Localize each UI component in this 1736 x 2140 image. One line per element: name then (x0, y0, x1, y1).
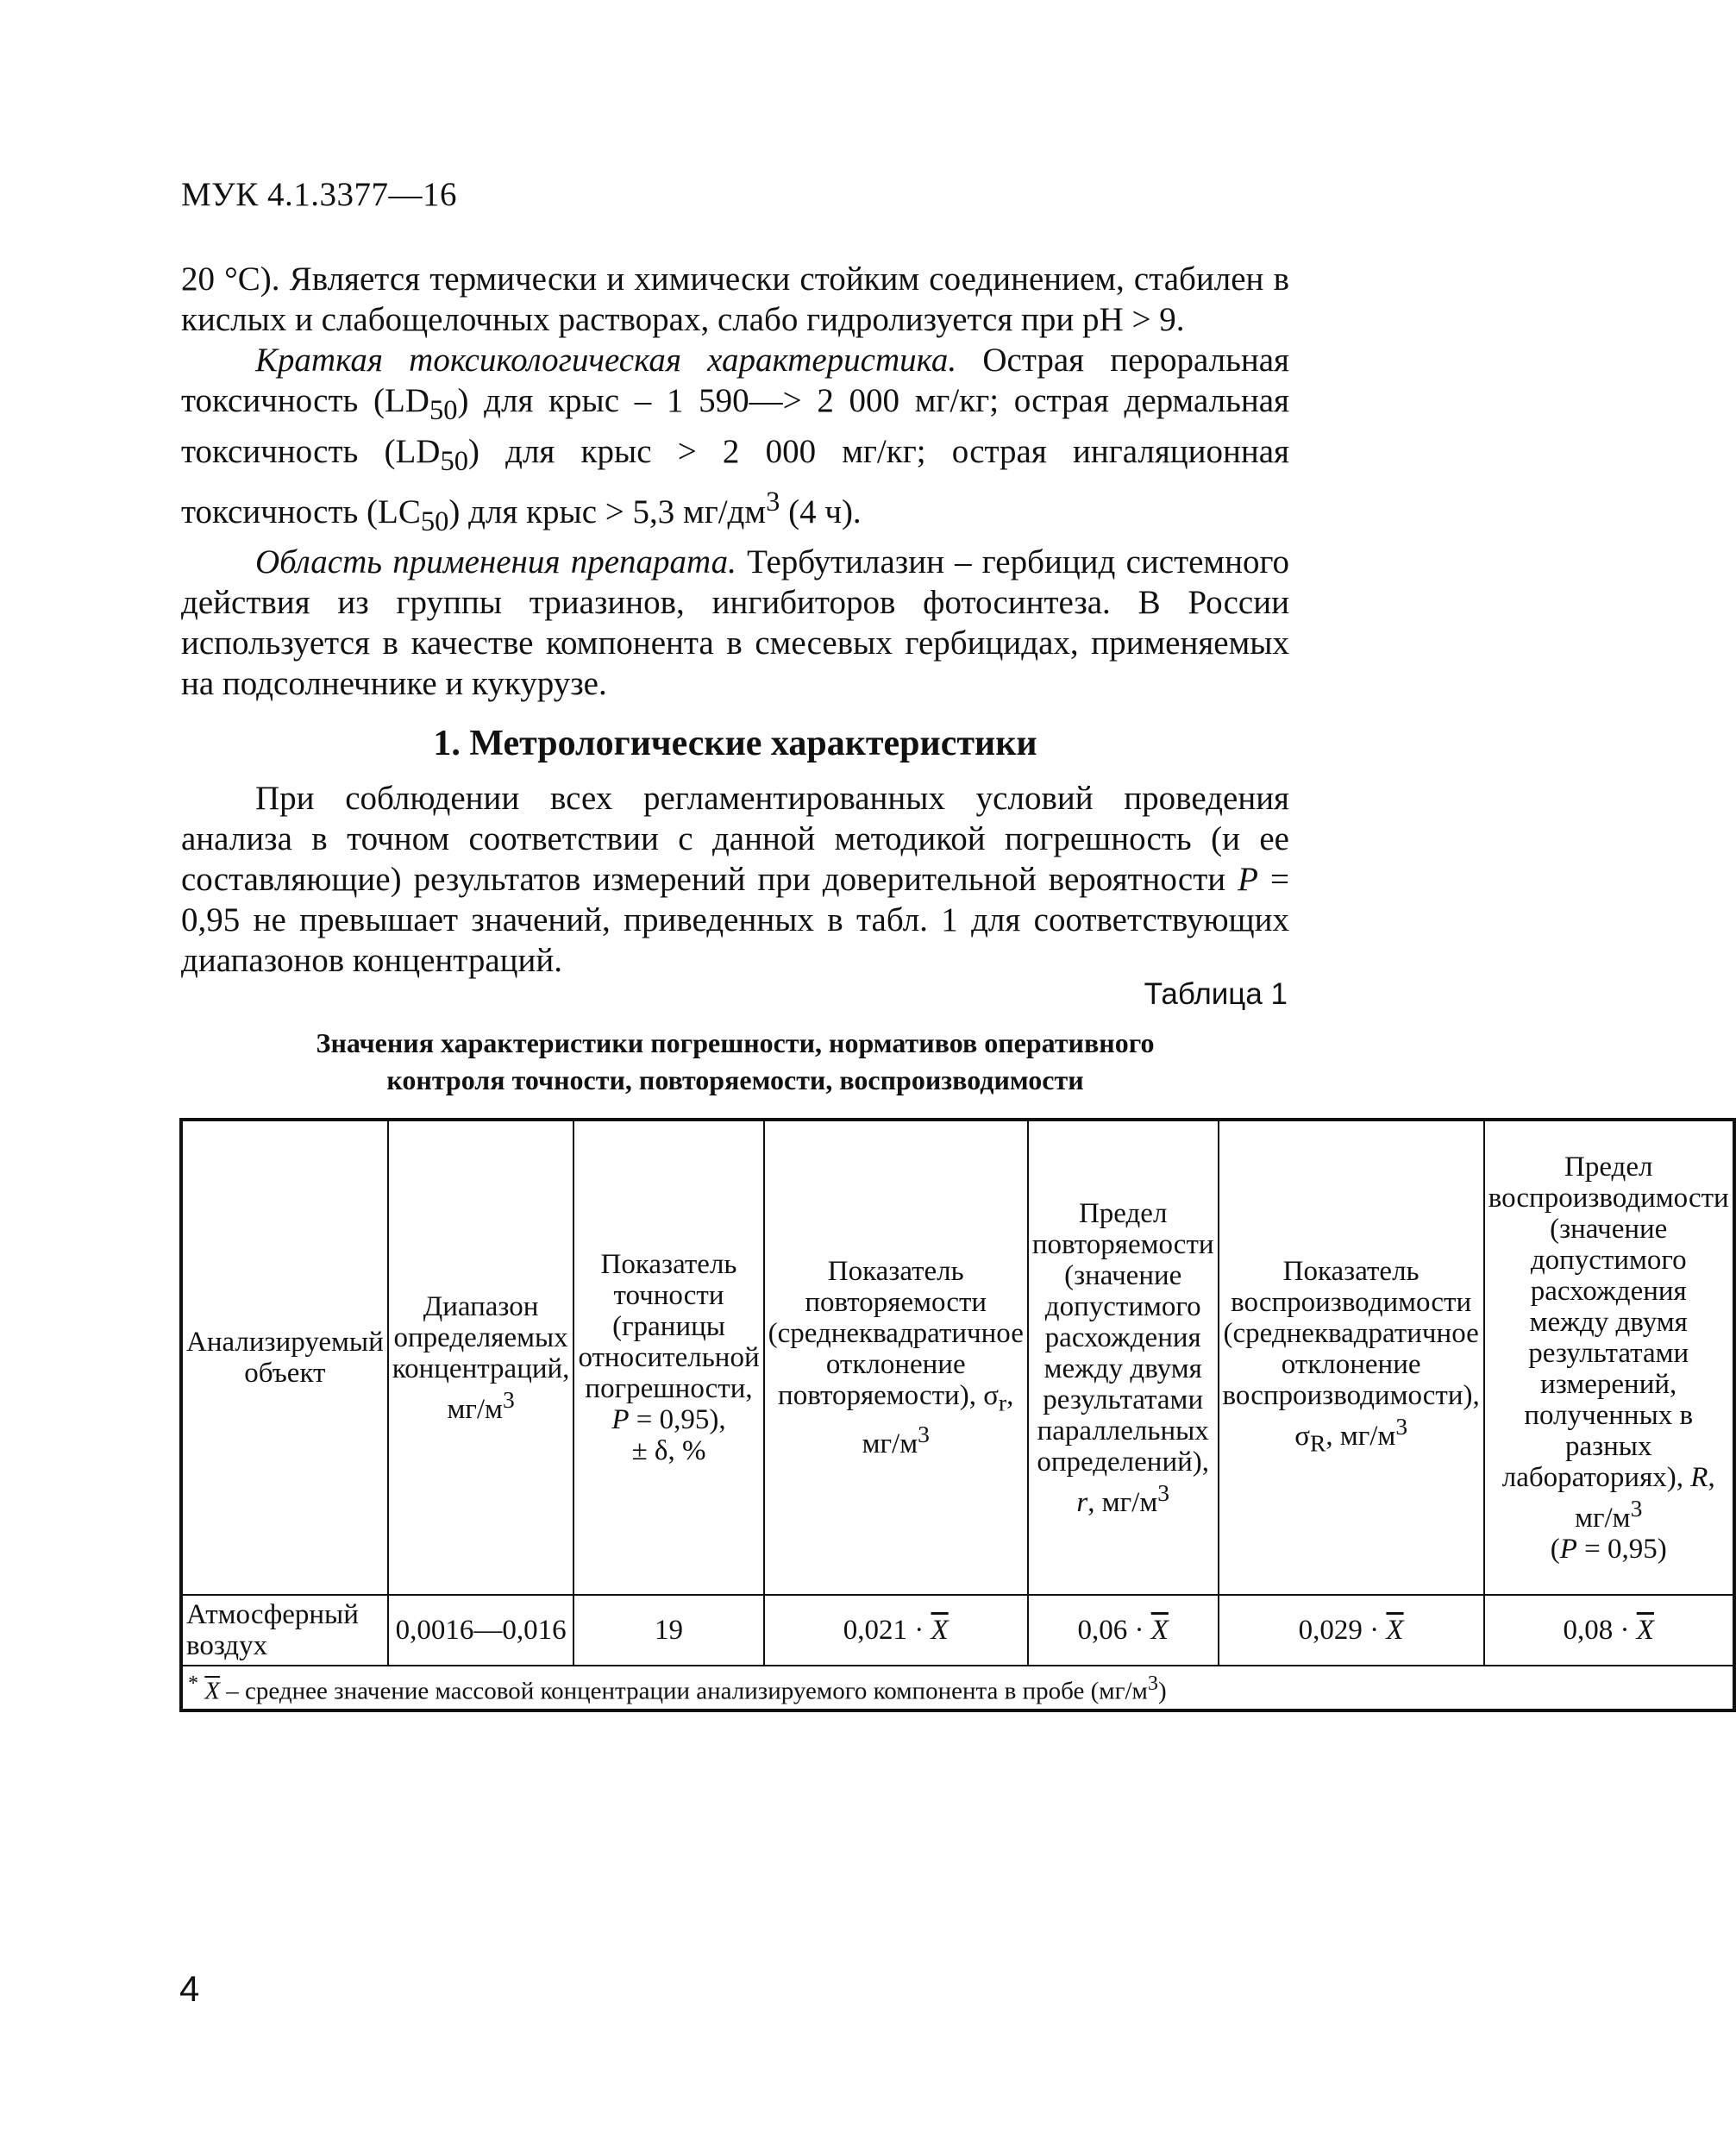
metrology-table (179, 1118, 1736, 1712)
page-number: 4 (179, 1968, 200, 2009)
metrology-text: При соблюдении всех регламентированных условий проведения анализа в точном соответствии с данной методикой погрешность (и ее составляющие) результатов измерений при доверительной вероятности (181, 780, 1289, 898)
cell-reproducibility-index: $0,029 \cdot \overline{X}$ (1219, 1595, 1484, 1666)
toxicology-label: Краткая токсикологическая характеристика. (255, 342, 957, 379)
section-title: 1. Метрологические характеристики (433, 724, 1037, 763)
metrology-paragraph (181, 778, 1289, 981)
table-row (181, 1595, 1734, 1666)
toxicology-text: (4 ч). (780, 493, 862, 530)
cell-object: Атмосферный воздух (181, 1595, 388, 1666)
ld50-subscript: 50 (440, 445, 468, 477)
header-repeatability-limit: Предел повторяемости (значение допустимого расхождения между двумя результатами параллельных определений), r, $мг/м^3$ (1028, 1120, 1219, 1595)
toxicology-text: ) для крыс > 2 000 мг/кг; острая ингаляционная токсичность (LC (181, 432, 1289, 530)
header-repeatability-index: Показатель повторяемости (среднеквадратичное отклонение повторяемости), $\sigma_r$, $мг/м^3$ (764, 1120, 1028, 1595)
table-note-row (181, 1666, 1734, 1710)
cell-repeatability-index: $0,021 \cdot \overline{X}$ (764, 1595, 1028, 1666)
metrology-text: = 0,95 не превышает значений, приведенных в табл. 1 для соответствующих диапазонов концентраций. (181, 861, 1289, 979)
document-code-header: МУК 4.1.3377—16 (181, 176, 458, 213)
cell-repeatability-limit: $0,06 \cdot \overline{X}$ (1028, 1595, 1219, 1666)
header-concentration-range: Диапазон определяемых концентраций, $мг/м^3$ (388, 1120, 574, 1595)
dm3-superscript: 3 (766, 486, 780, 518)
toxicology-text: ) для крыс – 1 590—> 2 000 мг/кг; острая дермальная токсичность (LD (181, 382, 1289, 470)
table-label: Таблица 1 (1144, 977, 1288, 1011)
probability-symbol: P (1238, 861, 1258, 898)
table-caption (181, 1025, 1289, 1099)
ld50-subscript: 50 (429, 394, 458, 426)
cell-range: 0,0016—0,016 (388, 1595, 574, 1666)
header-accuracy: Показатель точности (границы относительной погрешности, P = 0,95), ± δ, % (573, 1120, 763, 1595)
header-reproducibility-index: Показатель воспроизводимости (среднеквадратичное отклонение воспроизводимости), $\sigma_R$, $мг/м^3$ (1219, 1120, 1484, 1595)
application-text: Тербутилазин – гербицид системного действия из группы триазинов, ингибиторов фотосинтеза. В России используется в качестве компонента в смесевых гербицидах, применяемых на подсолнечнике и кукурузе. (181, 543, 1290, 703)
table-caption-line: контроля точности, повторяемости, воспроизводимости (386, 1064, 1084, 1095)
toxicology-paragraph (181, 340, 1289, 542)
application-paragraph (181, 542, 1289, 704)
application-label: Область применения препарата. (255, 543, 736, 581)
lc50-subscript: 50 (420, 505, 449, 537)
toxicology-text: Острая пероральная токсичность (LD (181, 342, 1289, 419)
table-caption-line: Значения характеристики погрешности, нормативов оперативного (316, 1027, 1155, 1058)
header-analyzed-object: Анализируемый объект (181, 1120, 388, 1595)
cell-reproducibility-limit: $0,08 \cdot \overline{X}$ (1484, 1595, 1734, 1666)
properties-paragraph: 20 °С). Является термически и химически стойким соединением, стабилен в кислых и слабощелочных растворах, слабо гидролизуется при рН > 9. (181, 260, 1289, 338)
intro-text (181, 259, 1289, 704)
table-header-row (181, 1120, 1734, 1595)
toxicology-text: ) для крыс > 5,3 мг/дм (448, 493, 767, 530)
cell-accuracy: 19 (573, 1595, 763, 1666)
table-footnote: * $\overline{X}$ – среднее значение массовой концентрации анализируемого компонента в пробе $(мг/м^3)$ (181, 1666, 1734, 1710)
header-reproducibility-limit: Предел воспроизводимости (значение допустимого расхождения между двумя результатами измерений, полученных в разных лабораториях), R, $мг/м^3$ (P = 0,95) (1484, 1120, 1734, 1595)
